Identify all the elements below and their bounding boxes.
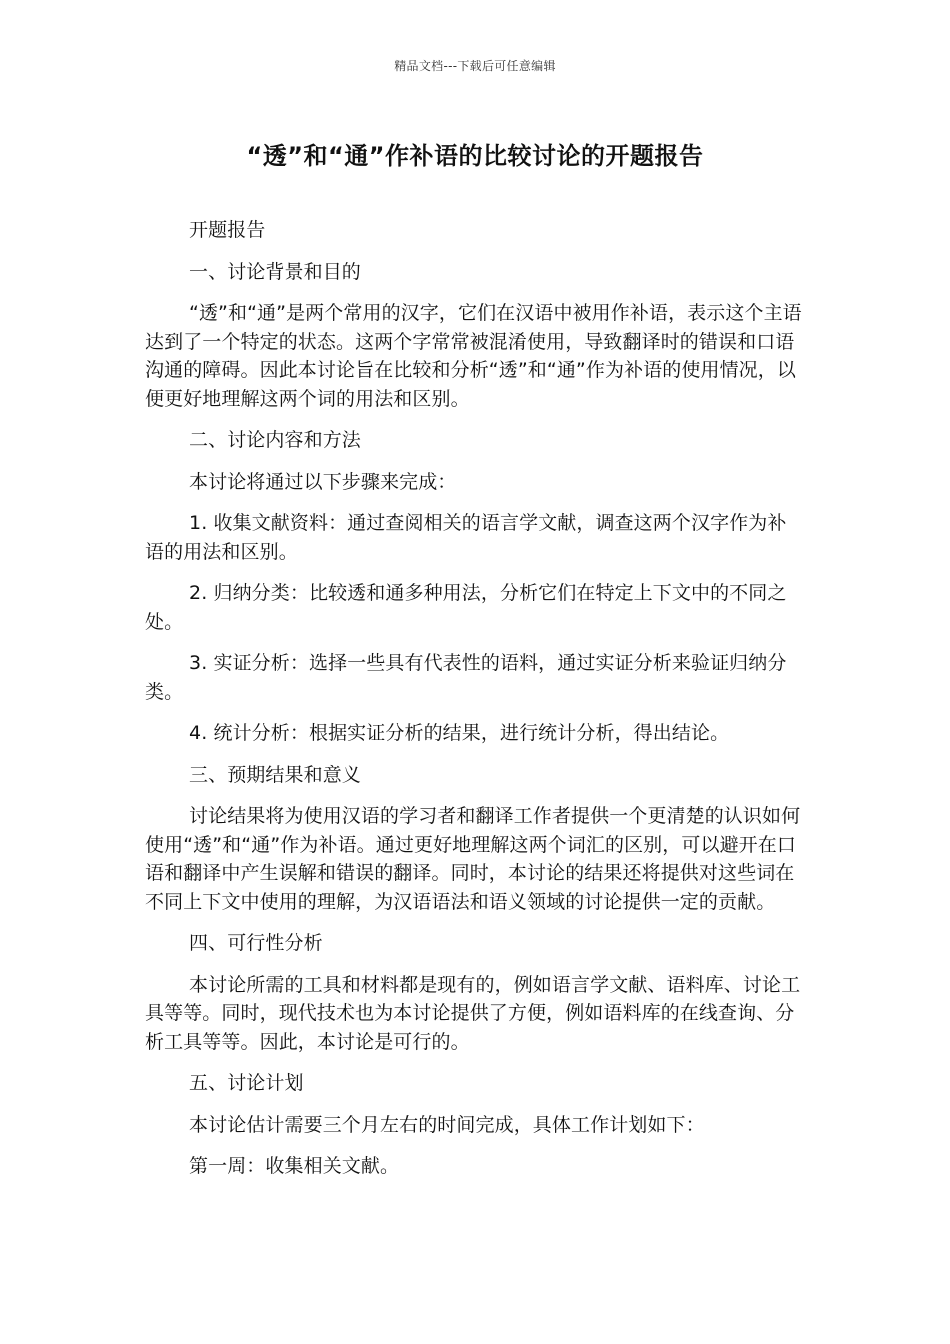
list-item-step-3: 3. 实证分析：选择一些具有代表性的语料，通过实证分析来验证归纳分类。: [145, 652, 787, 703]
paragraph-plan-intro: 本讨论估计需要三个月左右的时间完成，具体工作计划如下：: [189, 1113, 705, 1136]
section-heading-background: 一、讨论背景和目的: [189, 260, 361, 283]
document-title: “透”和“通”作补语的比较讨论的开题报告: [246, 142, 704, 170]
list-item-step-2: 2. 归纳分类：比较透和通多种用法，分析它们在特定上下文中的不同之处。: [145, 582, 787, 633]
paragraph-feasibility: 本讨论所需的工具和材料都是现有的，例如语言学文献、语料库、讨论工具等等。同时，现代技术也为本讨论提供了方便，例如语料库的在线查询、分析工具等等。因此，本讨论是可行的。: [145, 973, 801, 1053]
paragraph-background: “透”和“通”是两个常用的汉字，它们在汉语中被用作补语，表示这个主语达到了一个特定的状态。这两个字常常被混淆使用，导致翻译时的错误和口语沟通的障碍。因此本讨论旨在比较和分析“透”和“通”作为补语的使用情况，以便更好地理解这两个词的用法和区别。: [145, 302, 802, 410]
plan-item-week-1: 第一周：收集相关文献。: [189, 1155, 400, 1177]
paragraph-expected-results: 讨论结果将为使用汉语的学习者和翻译工作者提供一个更清楚的认识如何使用“透”和“通”作为补语。通过更好地理解这两个词汇的区别，可以避开在口语和翻译中产生误解和错误的翻译。同时，本讨论的结果还将提供对这些词在不同上下文中使用的理解，为汉语语法和语义领域的讨论提供一定的贡献。: [145, 805, 801, 913]
section-heading-expected-results: 三、预期结果和意义: [189, 763, 361, 786]
paragraph-steps-intro: 本讨论将通过以下步骤来完成：: [189, 470, 457, 493]
document-body: [145, 216, 805, 1194]
section-heading-feasibility: 四、可行性分析: [189, 932, 323, 954]
header-note: 精品文档---下载后可任意编辑: [394, 59, 556, 73]
list-item-step-1: 1. 收集文献资料：通过查阅相关的语言学文献，调查这两个汉字作为补语的用法和区别。: [145, 512, 787, 563]
list-item-step-4: 4. 统计分析：根据实证分析的结果，进行统计分析，得出结论。: [189, 722, 730, 744]
section-label-report: 开题报告: [189, 219, 266, 241]
section-heading-content-method: 二、讨论内容和方法: [189, 429, 361, 451]
section-heading-plan: 五、讨论计划: [189, 1072, 304, 1094]
